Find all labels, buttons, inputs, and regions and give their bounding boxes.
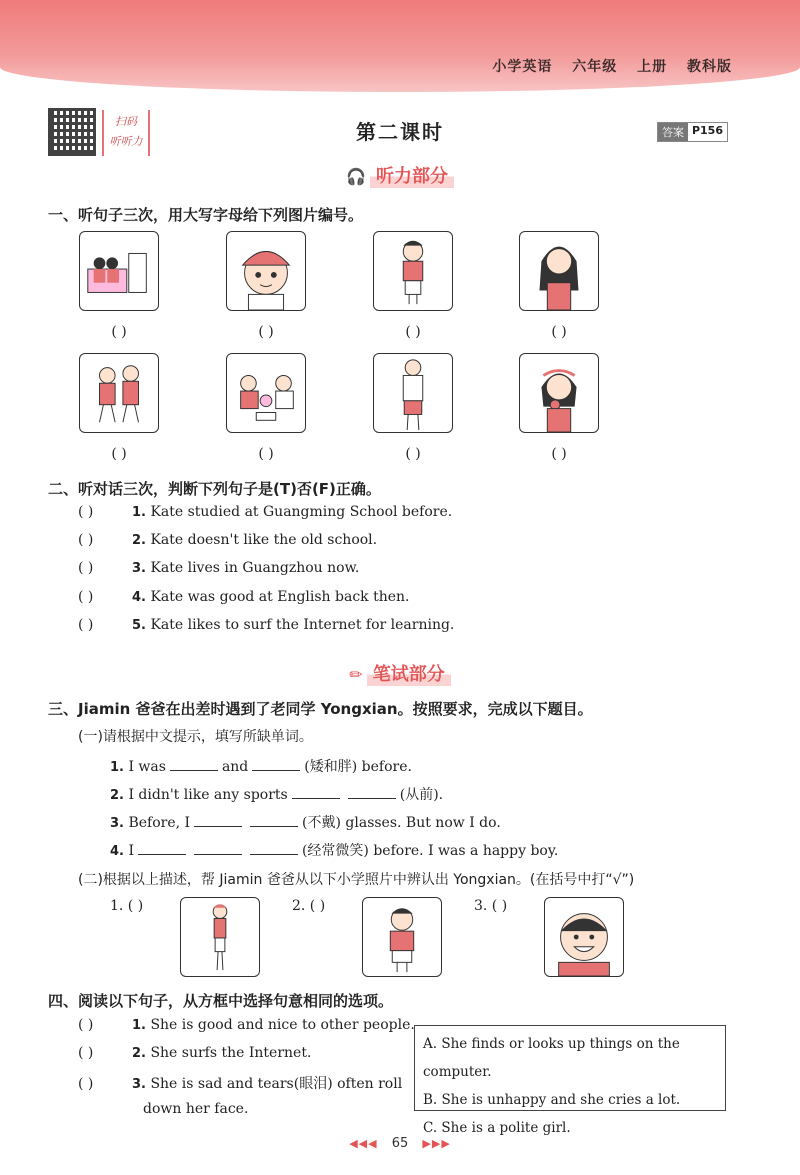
pencil-icon: ✏: [349, 665, 363, 684]
answer-reference: [657, 122, 728, 142]
picture-girl-long-hair: [519, 231, 599, 311]
match-paren-3[interactable]: ( ): [78, 1076, 94, 1092]
picture-tall-man: [373, 353, 453, 433]
answer-paren-1[interactable]: ( ): [111, 324, 127, 340]
picture-kids-computer: [79, 231, 159, 311]
q3-part1-instruction: (一)请根据中文提示，填写所缺单词。: [78, 729, 313, 745]
listening-section-tag: [0, 162, 800, 188]
option-b: B. She is unhappy and she cries a lot.: [423, 1092, 681, 1108]
tf-paren-2[interactable]: ( ): [78, 532, 94, 548]
answer-page: P156: [691, 124, 723, 137]
writing-tag-text: 笔试部分: [367, 660, 451, 686]
answer-paren-8[interactable]: ( ): [551, 446, 567, 462]
blank-2b[interactable]: [348, 787, 396, 799]
blank-3a[interactable]: [194, 815, 242, 827]
option-c: C. She is a polite girl.: [423, 1120, 571, 1136]
match-item-3: ( ) 3. She is sad and tears(眼泪) often roll: [78, 1076, 403, 1092]
answer-paren-6[interactable]: ( ): [258, 446, 274, 462]
header-subject: 小学英语: [492, 59, 553, 75]
tf-item-4: ( ) 4. Kate was good at English back then.: [78, 589, 410, 605]
blank-3b[interactable]: [250, 815, 298, 827]
fill-item-4: 4. I (经常微笑) before. I was a happy boy.: [110, 843, 559, 859]
fill-item-2: 2. I didn't like any sports (从前).: [110, 787, 444, 803]
match-paren-1[interactable]: ( ): [78, 1017, 94, 1033]
answer-paren-7[interactable]: ( ): [405, 446, 421, 462]
match-paren-2[interactable]: ( ): [78, 1045, 94, 1061]
question-4-heading: 四、阅读以下句子，从方框中选择句意相同的选项。: [48, 992, 394, 1010]
header-subject-line: [478, 56, 732, 76]
tf-paren-1[interactable]: ( ): [78, 504, 94, 520]
answer-label: 答案: [658, 123, 688, 141]
header-edition: 教科版: [687, 59, 732, 75]
question-3-heading: 三、Jiamin 爸爸在出差时遇到了老同学 Yongxian。按照要求，完成以下题目。: [48, 700, 593, 718]
blank-1b[interactable]: [252, 759, 300, 771]
photo-chubby-boy: [544, 897, 624, 977]
picture-kids-playing-toys: [226, 353, 306, 433]
scan-line1: 扫码: [115, 115, 137, 128]
picture-girl-lollipop: [519, 353, 599, 433]
page-number: 65: [391, 1136, 409, 1151]
listening-tag-text: 听力部分: [370, 162, 454, 188]
tf-item-3: ( ) 3. Kate lives in Guangzhou now.: [78, 560, 360, 576]
photo-choice-2-label[interactable]: 2. ( ): [292, 898, 326, 914]
answer-paren-5[interactable]: ( ): [111, 446, 127, 462]
tf-paren-4[interactable]: ( ): [78, 589, 94, 605]
picture-boy-standing: [373, 231, 453, 311]
answer-paren-3[interactable]: ( ): [405, 324, 421, 340]
blank-4a[interactable]: [138, 843, 186, 855]
photo-choice-1-label[interactable]: 1. ( ): [110, 898, 144, 914]
photo-thin-boy: [180, 897, 260, 977]
page-footer: [0, 1136, 800, 1151]
next-arrows-icon: ▶▶▶: [422, 1137, 451, 1150]
photo-choice-3-label[interactable]: 3. ( ): [474, 898, 508, 914]
picture-boy-cap: [226, 231, 306, 311]
match-item-1: ( ) 1. She is good and nice to other people.: [78, 1017, 415, 1033]
page-title: 第二课时: [356, 120, 444, 144]
question-2-heading: 二、听对话三次，判断下列句子是(T)否(F)正确。: [48, 480, 381, 498]
writing-section-tag: [0, 660, 800, 686]
fill-item-1: 1. I was and (矮和胖) before.: [110, 759, 412, 775]
fill-item-3: 3. Before, I (不戴) glasses. But now I do.: [110, 815, 501, 831]
q3-part2-instruction: (二)根据以上描述，帮 Jiamin 爸爸从以下小学照片中辨认出 Yongxian。(在括号中打“√”): [78, 872, 635, 888]
photo-medium-boy: [362, 897, 442, 977]
match-item-2: ( ) 2. She surfs the Internet.: [78, 1045, 312, 1061]
blank-4c[interactable]: [250, 843, 298, 855]
tf-item-2: ( ) 2. Kate doesn't like the old school.: [78, 532, 378, 548]
tf-item-1: ( ) 1. Kate studied at Guangming School before.: [78, 504, 453, 520]
tf-paren-5[interactable]: ( ): [78, 617, 94, 633]
header-grade: 六年级: [572, 59, 618, 75]
question-1-heading: 一、听句子三次，用大写字母给下列图片编号。: [48, 206, 364, 224]
header-volume: 上册: [637, 59, 668, 75]
answer-paren-4[interactable]: ( ): [551, 324, 567, 340]
match-item-3-continued: down her face.: [143, 1101, 249, 1117]
answer-paren-2[interactable]: ( ): [258, 324, 274, 340]
picture-two-boys-walking: [79, 353, 159, 433]
prev-arrows-icon: ◀◀◀: [349, 1137, 378, 1150]
options-box: [414, 1025, 726, 1136]
tf-paren-3[interactable]: ( ): [78, 560, 94, 576]
tf-item-5: ( ) 5. Kate likes to surf the Internet for learning.: [78, 617, 455, 633]
headphones-icon: 🎧: [346, 167, 366, 186]
option-a: A. She finds or looks up things on the computer.: [423, 1036, 680, 1080]
header-band: [0, 0, 800, 92]
scan-line2: 听听力: [109, 135, 143, 148]
blank-2a[interactable]: [292, 787, 340, 799]
blank-4b[interactable]: [194, 843, 242, 855]
blank-1a[interactable]: [170, 759, 218, 771]
